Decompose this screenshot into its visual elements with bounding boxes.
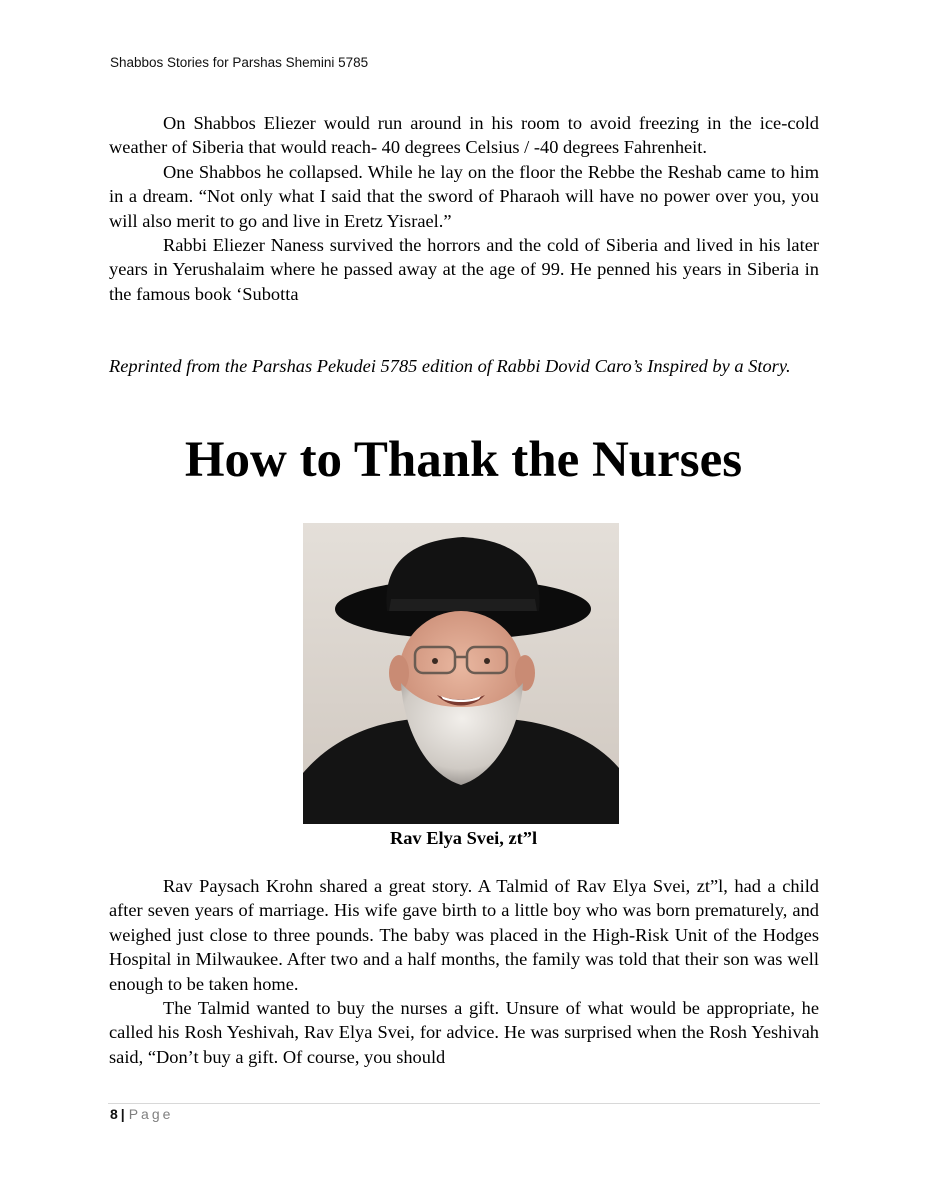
paragraph: Rav Paysach Krohn shared a great story. A Talmid of Rav Elya Svei, zt”l, had a child after seven years of marriage. His wife gave birth to a little boy who was born prematurely, and weighed just close to three pounds. The baby was placed in the High-Risk Unit of the Hodges Hospital in Milwaukee. After two and a half months, the family was told that their son was well enough to be taken home. — [109, 876, 819, 994]
portrait-photo — [303, 523, 619, 824]
page-label: Page — [128, 1106, 174, 1122]
paragraph: One Shabbos he collapsed. While he lay on the floor the Rebbe the Reshab came to him in a dream. “Not only what I said that the sword of Pharaoh will have no power over you, you will also merit to go and live in Eretz Yisrael.” — [109, 161, 819, 231]
page-footer — [110, 1106, 173, 1122]
paragraph: The Talmid wanted to buy the nurses a gift. Unsure of what would be appropriate, he called his Rosh Yeshivah, Rav Elya Svei, for advice. He was surprised when the Rosh Yeshivah said, “Don’t buy a gift. Of course, you should — [109, 998, 819, 1067]
footer-divider — [108, 1103, 820, 1104]
photo-caption: Rav Elya Svei, zt”l — [389, 828, 538, 848]
paragraph: Rabbi Eliezer Naness survived the horrors and the cold of Siberia and lived in his later years in Yerushalaim where he passed away at the age of 99. He penned his years in Siberia in the famous book ‘Subotta — [109, 235, 819, 304]
reprint-credit: Reprinted from the Parshas Pekudei 5785 edition of Rabbi Dovid Caro’s Inspired by a Story. — [109, 356, 791, 376]
story-continuation — [109, 111, 819, 306]
running-header: Shabbos Stories for Parshas Shemini 5785 — [110, 55, 369, 70]
article-title: How to Thank the Nurses — [184, 432, 743, 488]
page-number: 8 — [110, 1106, 118, 1122]
paragraph: On Shabbos Eliezer would run around in his room to avoid freezing in the ice-cold weather of Siberia that would reach- 40 degrees Celsius / -40 degrees Fahrenheit. — [109, 113, 819, 158]
footer-separator: | — [120, 1106, 125, 1122]
article-body — [109, 874, 819, 1069]
